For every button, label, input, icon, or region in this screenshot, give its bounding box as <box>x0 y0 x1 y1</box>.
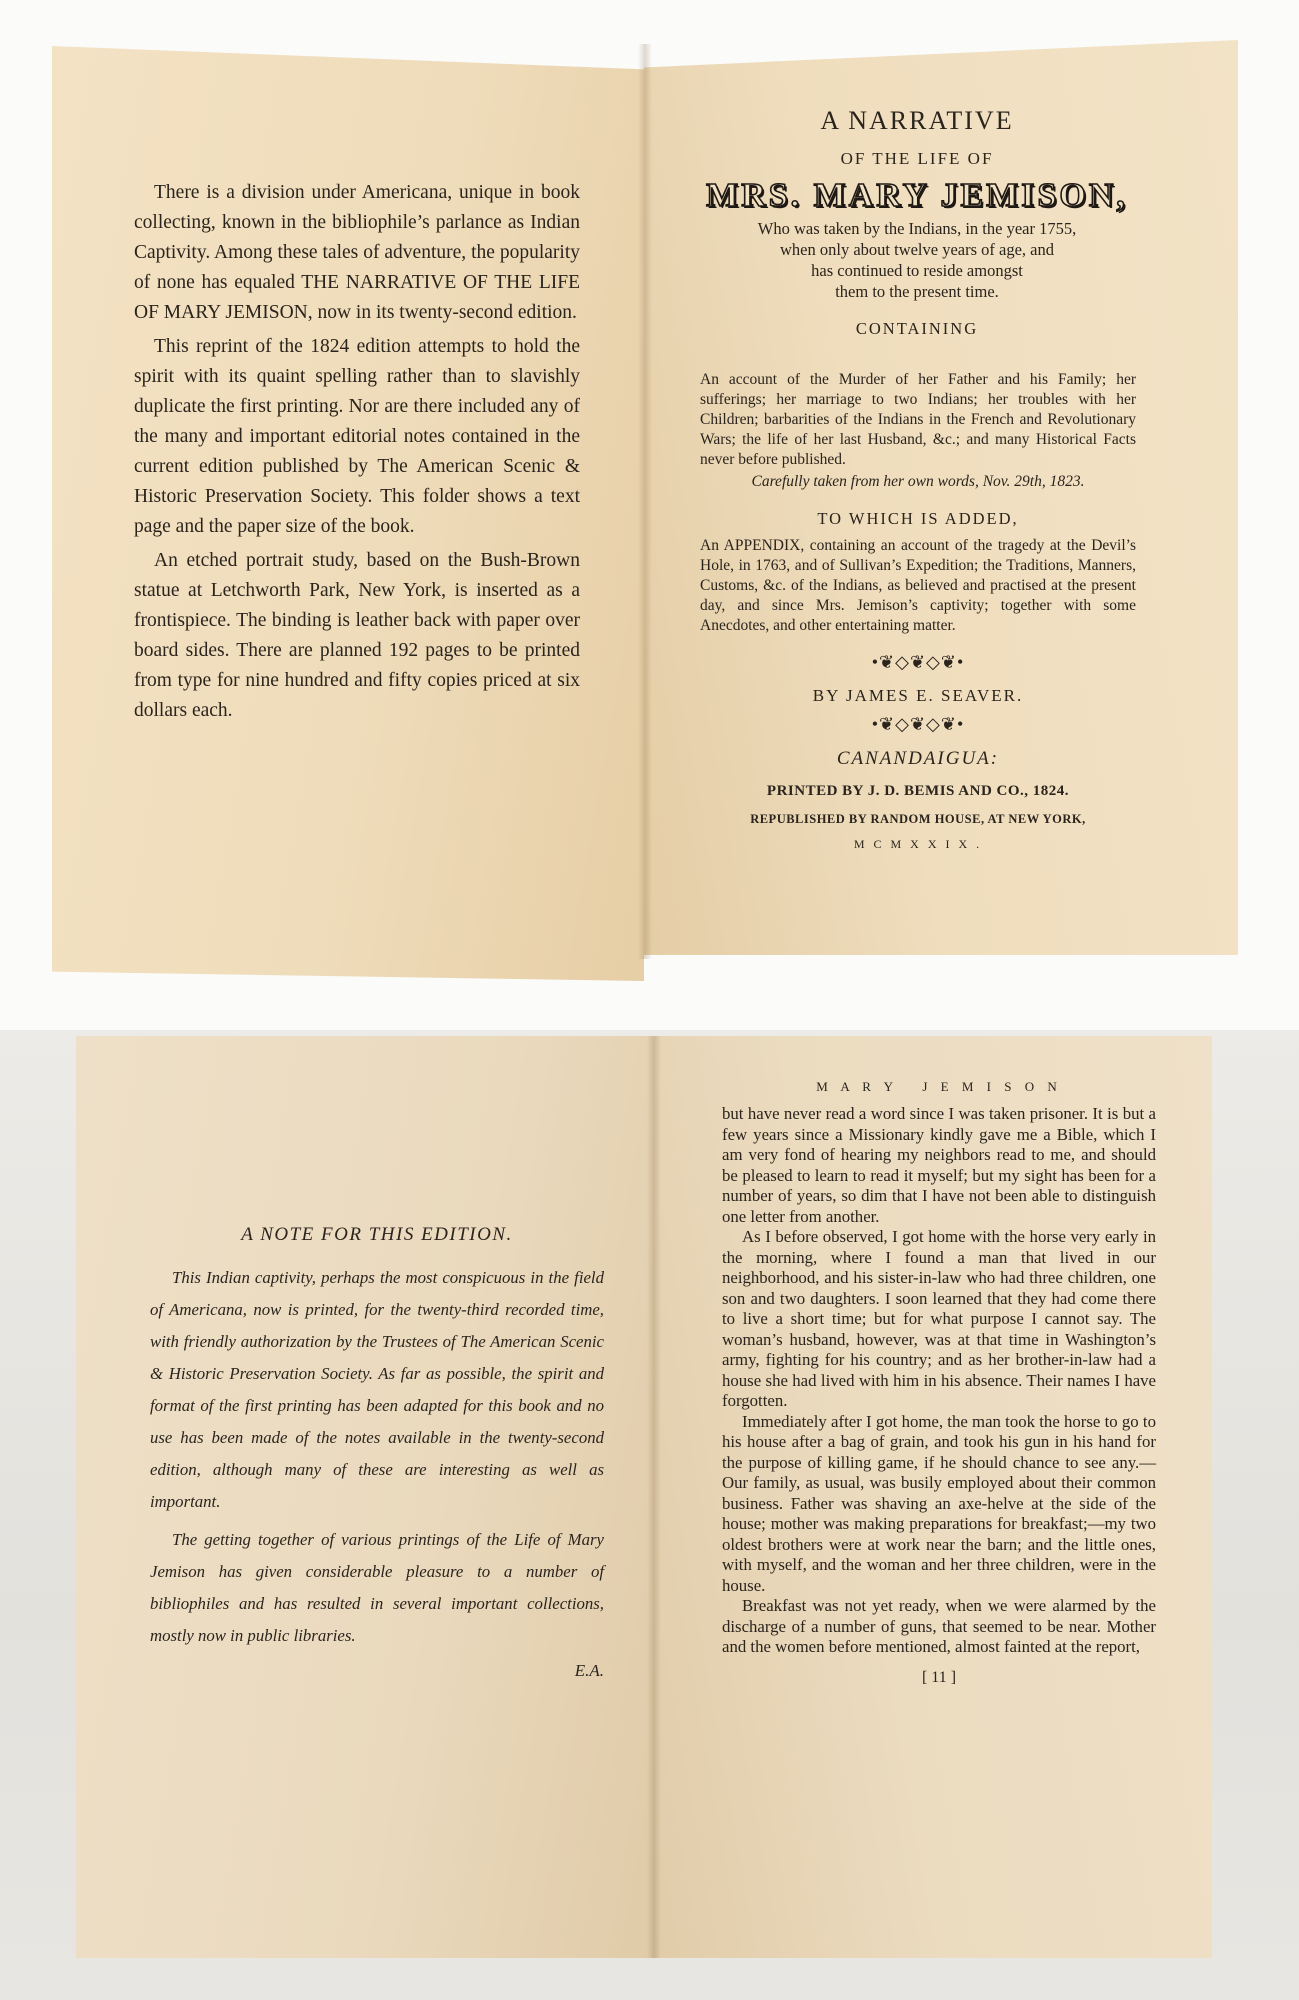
ornament-2: •❦◇❦◇❦• <box>871 714 965 734</box>
intro-text <box>134 178 580 726</box>
intro-paragraph-2: This reprint of the 1824 edition attempts to hold the spirit with its quaint spelling rather than to slavishly duplicate the first printing. Nor are there included any of the many and important editorial notes contained in the current edition published by The American Scenic & Historic Preservation Society. This folder shows a text page and the paper size of the book. <box>134 336 580 537</box>
text-paragraph-4: Breakfast was not yet ready, when we were alarmed by the discharge of a number of guns, that seemed to be near. Mother and the women before mentioned, almost fainted at the report, <box>722 1596 1156 1656</box>
containing-text: An account of the Murder of her Father and his Family; her sufferings; her marriage to two Indians; her troubles with her Children; barbarities of the Indians in the French and Revolutionary Wars; the life of her last Husband, &c.; and many Historical Facts never before published. <box>700 371 1136 468</box>
note-heading: A NOTE FOR THIS EDITION. <box>241 1224 513 1245</box>
bottom-gutter <box>647 1036 661 1958</box>
text-paragraph-2: As I before observed, I got home with the horse very early in the morning, where I found a man that lived in our neighborhood, and his sister-in-law who had three children, one son and two daughters. I soon learned that they had come there to live a short time; but for what purpose I cannot say. The woman’s husband, however, was at that time in Washington’s army, fighting for his country; and as her brother-in-law had a house she had lived with him in his absence. Their names I have forgotten. <box>722 1227 1156 1410</box>
text-paragraph-3: Immediately after I got home, the man took the horse to go to his house after a bag of grain, and took his gun in his hand for the purpose of killing game, if he should chance to see any.—Our family, as usual, was busily employed about their common business. Father was shaving an axe-helve at the side of the house; mother was making preparations for breakfast;—my two oldest brothers were at work near the barn; and the little ones, with myself, and the woman and her three children, were in the house. <box>722 1411 1156 1595</box>
subject-name: MRS. MARY JEMISON, <box>706 177 1128 214</box>
description-line-2: when only about twelve years of age, and <box>780 240 1054 259</box>
text-page-content <box>722 1078 1156 1688</box>
description-line-3: has continued to reside amongst <box>811 261 1023 280</box>
page-number: [ 11 ] <box>921 1668 957 1686</box>
note-content <box>150 1222 604 1684</box>
printer: PRINTED BY J. D. BEMIS AND CO., 1824. <box>766 783 1070 799</box>
title-page-content <box>700 104 1134 340</box>
intro-paragraph-1: There is a division under Americana, unique in book collecting, known in the bibliophile’s parlance as Indian Captivity. Among these tales of adventure, the popularity of none has equaled THE NARRATIVE OF THE LIFE OF MARY JEMISON, now in its twenty-second edition. <box>134 182 580 323</box>
added-heading: TO WHICH IS ADDED, <box>817 509 1019 528</box>
ornament-1: •❦◇❦◇❦• <box>871 652 965 672</box>
note-paragraph-2: The getting together of various printings of the Life of Mary Jemison has given considerable pleasure to a number of bibliophiles and has resulted in several important collections, mostly now in public libraries. <box>150 1530 604 1645</box>
title: A NARRATIVE <box>820 106 1014 135</box>
republisher: REPUBLISHED BY RANDOM HOUSE, AT NEW YORK, <box>750 812 1086 826</box>
year: M C M X X I X . <box>853 837 983 851</box>
containing-heading: CONTAINING <box>855 319 979 338</box>
note-paragraph-1: This Indian captivity, perhaps the most conspicuous in the field of Americana, now is printed, for the twenty-third recorded time, with friendly authorization by the Trustees of The American Scenic & Historic Preservation Society. As far as possible, the spirit and format of the first printing has been adapted for this book and no use has been made of the notes available in the twenty-second edition, although many of these are interesting as well as important. <box>150 1268 604 1511</box>
intro-paragraph-3: An etched portrait study, based on the Bush-Brown statue at Letchworth Park, New York, is inserted as a frontispiece. The binding is leather back with paper over board sides. There are planned 192 pages to be printed from type for nine hundred and fifty copies priced at six dollars each. <box>134 550 580 721</box>
containing-block <box>700 370 1136 852</box>
taken-from: Carefully taken from her own words, Nov. 29th, 1823. <box>751 473 1085 490</box>
running-head: M A R Y J E M I S O N <box>816 1079 1062 1094</box>
note-signature: E.A. <box>574 1661 604 1680</box>
description-line-1: Who was taken by the Indians, in the year 1755, <box>757 219 1077 238</box>
subtitle: OF THE LIFE OF <box>840 149 994 168</box>
place: CANANDAIGUA: <box>836 748 1000 769</box>
description-line-4: them to the present time. <box>835 282 999 301</box>
author: BY JAMES E. SEAVER. <box>812 686 1024 705</box>
top-gutter <box>638 44 652 959</box>
text-paragraph-1: but have never read a word since I was taken prisoner. It is but a few years since a Missionary kindly gave me a Bible, which I am very fond of hearing my neighbors read to me, and should be pleased to learn to read it myself; but my sight has been for a number of years, so dim that I have not been able to distinguish one letter from another. <box>722 1104 1156 1226</box>
added-text: An APPENDIX, containing an account of the tragedy at the Devil’s Hole, in 1763, and of Sullivan’s Expedition; the Traditions, Manners, Customs, &c. of the Indians, as believed and practised at the present day, and since Mrs. Jemison’s captivity; together with some Anecdotes, and other entertaining matter. <box>700 537 1136 634</box>
